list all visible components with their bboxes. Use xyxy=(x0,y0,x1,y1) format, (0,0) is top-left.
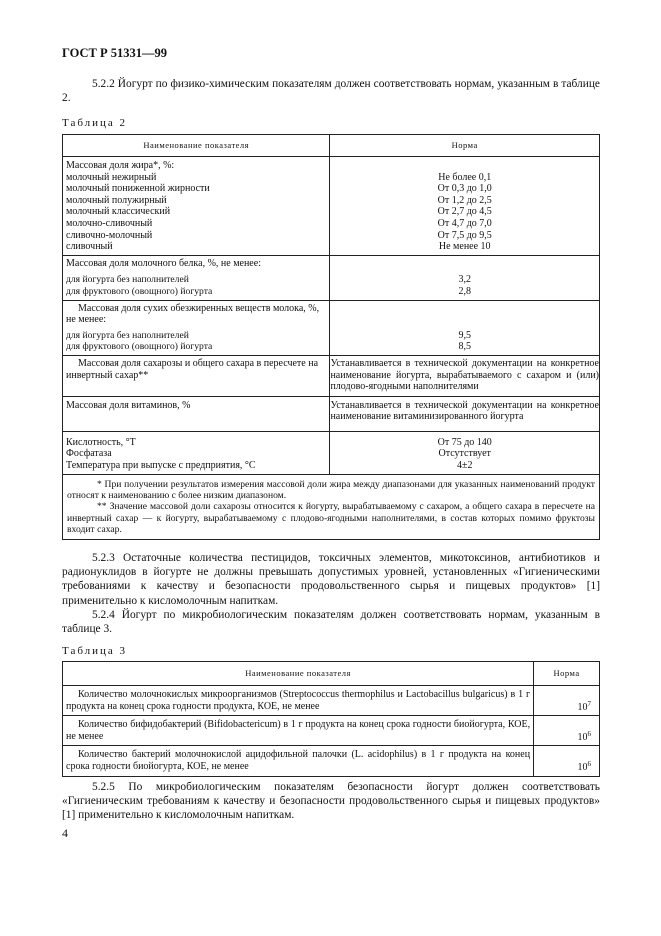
table-2 xyxy=(62,134,600,540)
paragraph-5-2-4: 5.2.4 Йогурт по микробиологическим показателям должен соответствовать нормам, указанным в таблице 3. xyxy=(62,609,600,636)
fat-row-norm: Не более 0,1 xyxy=(330,172,600,184)
table-3-row-norm xyxy=(534,686,600,716)
table-3-header-norm: Норма xyxy=(534,662,600,686)
norm-exponent: 7 xyxy=(587,699,591,708)
table-3-row-name: Количество бактерий молочнокислой ацидофильной палочки (L. acidophilus) в 1 г продукта на конец срока годности биойогурта, КОЕ, не менее xyxy=(63,746,534,776)
sugar-norm: Устанавливается в технической документации на конкретное наименование йогурта, вырабатываемого с сахаром и (или) плодово-ягодными наполнителями xyxy=(330,355,600,396)
fat-row-norm: От 0,3 до 1,0 xyxy=(330,183,600,195)
table-2-note-1: * При получении результатов измерения массовой доли жира между диапазонами для указанных наименований продукт относят к наименованию с более низким диапазоном. xyxy=(67,478,595,502)
table-2-notes xyxy=(63,474,600,539)
fat-row-norm: От 4,7 до 7,0 xyxy=(330,218,600,230)
fat-row-name: сливочно-молочный xyxy=(63,230,330,242)
fat-row-name: молочный классический xyxy=(63,206,330,218)
fat-row-name: молочный полужирный xyxy=(63,195,330,207)
fat-row-name: сливочный xyxy=(63,241,330,255)
norm-base: 10 xyxy=(577,761,588,773)
phosphatase-norm: Отсутствует xyxy=(330,448,600,460)
table-2-label: Таблица 2 xyxy=(62,117,128,129)
temperature-name: Температура при выпуске с предприятия, °С xyxy=(63,460,330,474)
norm-exponent: 6 xyxy=(587,729,591,738)
protein-row-name: для йогурта без наполнителей xyxy=(63,274,330,286)
solids-row-name: для фруктового (овощного) йогурта xyxy=(63,341,330,355)
fat-row-name: молочно-сливочный xyxy=(63,218,330,230)
table-3-header-name: Наименование показателя xyxy=(63,662,534,686)
acidity-norm: От 75 до 140 xyxy=(330,431,600,448)
vitamin-name: Массовая доля витаминов, % xyxy=(63,396,330,431)
page-number: 4 xyxy=(62,826,68,840)
fat-row-norm: Не менее 10 xyxy=(330,241,600,255)
table-3-label: Таблица 3 xyxy=(62,645,128,657)
norm-exponent: 6 xyxy=(587,759,591,768)
norm-base: 10 xyxy=(577,731,588,743)
table-3-row-name: Количество бифидобактерий (Bifidobactericum) в 1 г продукта на конец срока годности биойогурта, КОЕ, не менее xyxy=(63,716,534,746)
fat-row-norm: От 7,5 до 9,5 xyxy=(330,230,600,242)
paragraph-5-2-2: 5.2.2 Йогурт по физико-химическим показателям должен соответствовать нормам, указанным в таблице 2. xyxy=(62,78,600,105)
sugar-name: Массовая доля сахарозы и общего сахара в пересчете на инвертный сахар** xyxy=(63,355,330,396)
table-3-row-norm xyxy=(534,746,600,776)
table-2-header-norm: Норма xyxy=(330,135,600,157)
paragraph-5-2-5: 5.2.5 По микробиологическим показателям безопасности йогурт должен соответствовать «Гигиеническим требованиям к качеству и безопасности продовольственного сырья и пищевых продуктов» [1] применительно к кисломолочным напиткам. xyxy=(62,781,600,822)
fat-title: Массовая доля жира*, %: xyxy=(63,157,330,172)
table-2-note-2: ** Значение массовой доли сахарозы относится к йогурту, вырабатываемому с сахаром, а общего сахара в пересчете на инвертный сахар — к йогурту, вырабатываемому с плодово-ягодными наполнителями, в состав которых помимо фруктозы входит сахар. xyxy=(67,501,595,536)
protein-title: Массовая доля молочного белка, %, не менее: xyxy=(63,255,330,274)
protein-row-norm: 3,2 xyxy=(330,274,600,286)
table-2-header-name: Наименование показателя xyxy=(63,135,330,157)
phosphatase-name: Фосфатаза xyxy=(63,448,330,460)
solids-title: Массовая доля сухих обезжиренных веществ молока, %, не менее: xyxy=(63,300,330,330)
solids-row-norm: 8,5 xyxy=(330,341,600,355)
fat-row-name: молочный нежирный xyxy=(63,172,330,184)
fat-row-norm: От 1,2 до 2,5 xyxy=(330,195,600,207)
solids-row-norm: 9,5 xyxy=(330,330,600,342)
paragraph-5-2-3: 5.2.3 Остаточные количества пестицидов, токсичных элементов, микотоксинов, антибиотиков и радионуклидов в йогурте не должны превышать допустимых уровней, установленных «Гигиеническими требованиями к качеству и безопасности продовольственного сырья и пищевых продуктов» [1] применительно к кисломолочным напиткам. xyxy=(62,552,600,607)
acidity-name: Кислотность, °Т xyxy=(63,431,330,448)
temperature-norm: 4±2 xyxy=(330,460,600,474)
table-3 xyxy=(62,661,600,777)
table-3-row-norm xyxy=(534,716,600,746)
table-3-row-name: Количество молочнокислых микроорганизмов (Streptococcus thermophilus и Lactobacillus bulgaricus) в 1 г продукта на конец срока годности продукта, КОЕ, не менее xyxy=(63,686,534,716)
vitamin-norm: Устанавливается в технической документации на конкретное наименование витаминизированного йогурта xyxy=(330,396,600,431)
fat-row-norm: От 2,7 до 4,5 xyxy=(330,206,600,218)
document-code: ГОСТ Р 51331—99 xyxy=(62,46,168,60)
solids-row-name: для йогурта без наполнителей xyxy=(63,330,330,342)
protein-row-norm: 2,8 xyxy=(330,286,600,300)
fat-row-name: молочный пониженной жирности xyxy=(63,183,330,195)
norm-base: 10 xyxy=(577,701,588,713)
protein-row-name: для фруктового (овощного) йогурта xyxy=(63,286,330,300)
